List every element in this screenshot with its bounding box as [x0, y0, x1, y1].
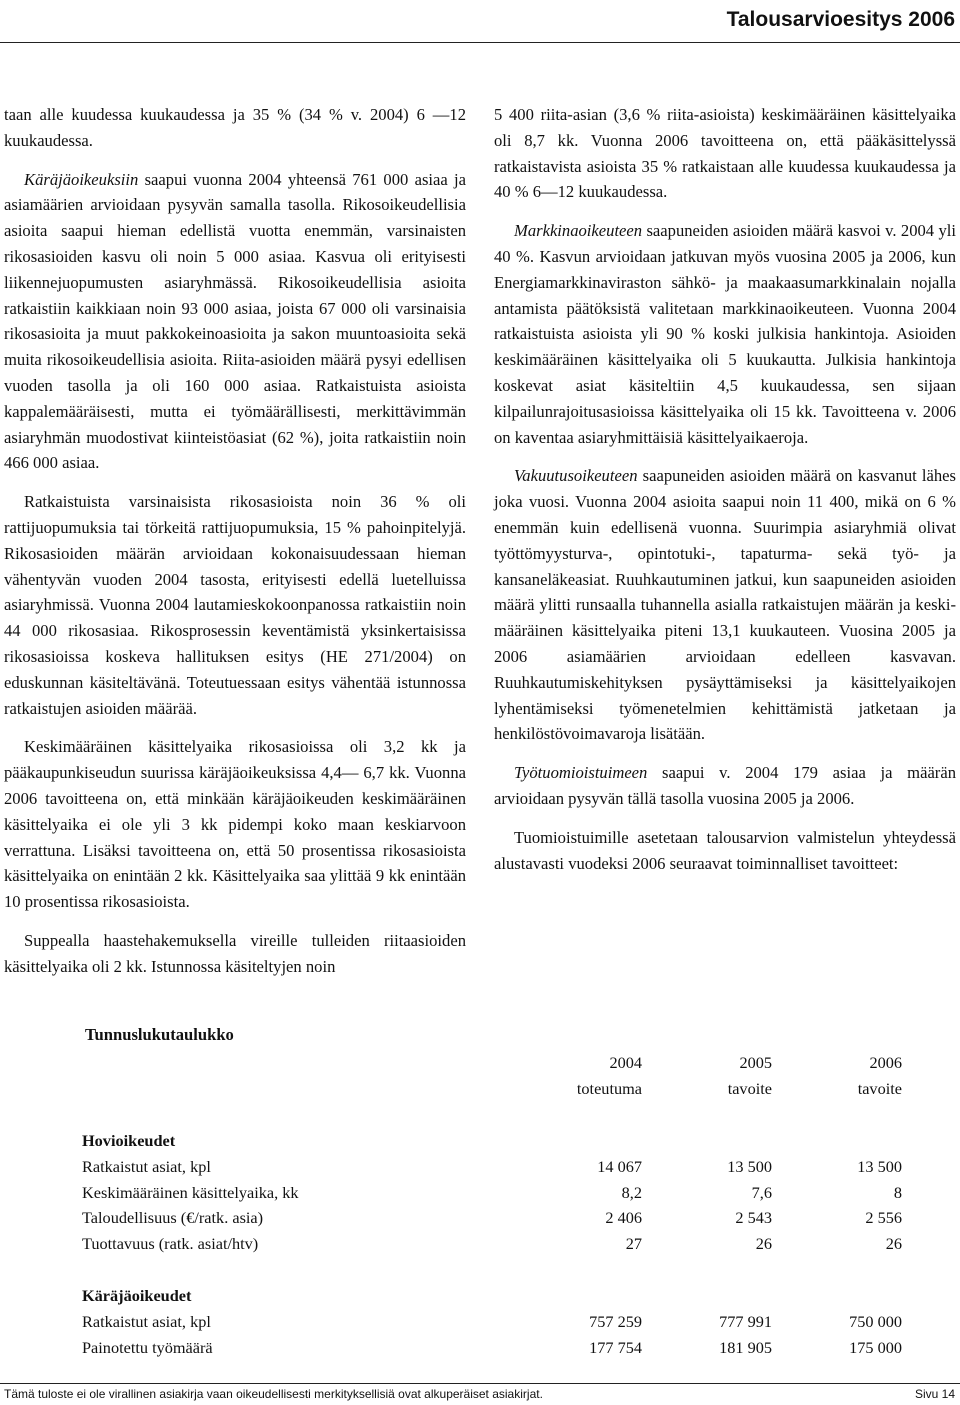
table-header-row [82, 1076, 902, 1102]
paragraph-text: Ratkaistuista varsinaisista rikosasioista noin 36 % oli rattijuopumuksia tai törkeitä rattijuopumuksia, 15 % pahoinpitelyjä. Rikosasioiden määrän arvioidaan kokonaisuudessaan hieman vähentyvän vuoden 2004 tasosta, erityisesti edellä luetelluissa asiaryhmissä. Vuonna 2004 lautamieskokoonpanossa ratkaistiin noin 44 000 rikosasiaa. Rikosprosessin keventämistä yksinkertaisissa rikosasioissa koskeva hallituksen esitys (HE 271/2004) on eduskunnan käsiteltävänä. Toteutuessaan esitys vähentää istunnossa ratkaistujen asioiden määrää. [4, 492, 466, 718]
table-title: Tunnuslukutaulukko [85, 1025, 234, 1044]
paragraph-emphasis: Markkinaoikeuteen [514, 221, 643, 241]
cell-value: 26 [755, 1234, 772, 1254]
paragraph-text: Keskimääräinen käsittelyaika rikosasioissa oli 3,2 kk ja pääkaupunkiseudun suurissa käräjäoikeuksissa 4,4— 6,7 kk. Vuonna 2006 tavoitteena on, että minkään käräjäoikeuden keskimääräinen käsittelyaika ei ole yli 3 kk pidempi koko maan keskiarvoon verrattuna. Lisäksi tavoitteena on, että 50 prosentissa rikosasioista käsittelyaika on enintään 2 kk. Käsittelyaika saa ylittää 9 kk enintään 10 prosentissa rikosasioista. [4, 737, 466, 912]
paragraph [494, 218, 956, 450]
footer-disclaimer: Tämä tuloste ei ole virallinen asiakirja vaan oikeudellisesti merkityksellisiä ovat alkuperäiset asiakirjat. [4, 1387, 543, 1401]
column-header-type: tavoite [727, 1078, 772, 1098]
cell-value: 757 259 [589, 1312, 642, 1332]
column-header-type: tavoite [857, 1078, 902, 1098]
right-column [494, 102, 956, 889]
cell-value: 175 000 [849, 1337, 902, 1357]
table-row [82, 1154, 902, 1180]
paragraph [4, 734, 466, 915]
header-rule [0, 42, 960, 43]
cell-value: 26 [885, 1234, 902, 1254]
cell-value: 777 991 [719, 1312, 772, 1332]
paragraph [4, 167, 466, 477]
table-row [82, 1231, 902, 1257]
row-label: Ratkaistut asiat, kpl [82, 1156, 211, 1176]
paragraph-text: taan alle kuudessa kuukaudessa ja 35 % (34 % v. 2004) 6 —12 kuukaudessa. [4, 105, 466, 150]
cell-value: 8,2 [621, 1182, 642, 1202]
section-title: Hovioikeudet [82, 1130, 176, 1150]
paragraph-text: saapuneiden asioiden määrä on kasvanut lähes joka vuosi. Vuonna 2004 asioita saapui noin 11 400, mikä on 6 % enemmän kuin edellisenä vuonna. Suurimpia asiaryhmiä olivat työttömyysturva-, opintotuki-, tapaturma- sekä työ- ja kansaneläkeasiat. Ruuhkautuminen jatkui, kun saapuneiden asioiden määrä ylitti runsaalla tuhannella asialla ratkaistujen määrän ja keskimääräinen käsittelyaika piteni 13,1 kuukauteen. Vuosina 2005 ja 2006 asiamäärien arvioidaan edelleen kasvavan. Ruuhkautumiskehityksen pysäyttämiseksi ja käsittelyaikojen lyhentämiseksi työmenetelmien kehittämistä jatketaan ja henkilöstövoimavaroja lisätään. [494, 466, 956, 744]
cell-value: 13 500 [857, 1156, 902, 1176]
section-header-row [82, 1128, 902, 1154]
paragraph-emphasis: Työtuomioistuimeen [514, 763, 648, 783]
paragraph [4, 489, 466, 721]
section-title: Käräjäoikeudet [82, 1286, 192, 1306]
paragraph [494, 102, 956, 205]
row-label: Taloudellisuus (€/ratk. asia) [82, 1208, 264, 1228]
column-header-type: toteutuma [576, 1078, 642, 1098]
paragraph [4, 928, 466, 980]
table-row [82, 1309, 902, 1335]
cell-value: 750 000 [849, 1312, 902, 1332]
cell-value: 14 067 [597, 1156, 642, 1176]
cell-value: 2 406 [605, 1208, 642, 1228]
column-header-year: 2004 [609, 1052, 642, 1072]
kpi-table [82, 1050, 902, 1361]
paragraph [494, 760, 956, 812]
cell-value: 8 [893, 1182, 902, 1202]
section-header-row [82, 1283, 902, 1309]
paragraph [494, 825, 956, 877]
paragraph-text: saapui v. 2004 179 asiaa ja määrän arvioidaan pysyvän tällä tasolla vuosina 2005 ja 2006. [494, 763, 956, 808]
paragraph-text: Tuomioistuimille asetetaan talousarvion valmistelun yhteydessä alustavasti vuodeksi 2006 seuraavat toiminnalliset tavoitteet: [494, 827, 956, 873]
row-label: Painotettu työmäärä [82, 1337, 213, 1357]
paragraph-emphasis: Käräjäoikeuksiin [24, 169, 139, 189]
row-label: Keskimääräinen käsittelyaika, kk [82, 1182, 299, 1202]
footer-rule [0, 1383, 960, 1384]
cell-value: 181 905 [719, 1337, 772, 1357]
paragraph-emphasis: Vakuutusoikeuteen [514, 466, 638, 486]
paragraph-text: Suppealla haastehakemuksella vireille tulleiden riitaasioiden käsittelyaika oli 2 kk. Istunnossa käsiteltyjen noin [4, 930, 466, 976]
cell-value: 7,6 [751, 1182, 772, 1202]
paragraph [4, 102, 466, 154]
left-column [4, 102, 466, 993]
paragraph-text: saapuneiden asioiden määrä kasvoi v. 2004 yli 40 %. Kasvun arvioidaan jatkuvan myös vuosina 2005 ja 2006, kun Energiamarkkinaviraston sähkö- ja maakaasumarkkinalain nojalla antamista päätöksistä valitetaan markkinaoikeuteen. Vuonna 2004 ratkaistuista asioista yli 90 % koski julkisia hankintoja. Asioiden keskimääräinen käsittelyaika oli 5 kuukautta. Julkisia hankintoja koskevat asiat käsiteltiin 4,5 kuukaudessa, sen sijaan kilpailunrajoitusasioissa käsittelyaika oli 15 kk. Tavoitteena v. 2006 on kaventaa asiaryhmittäisiä käsittelyaikaeroja. [494, 221, 956, 447]
table-row [82, 1180, 902, 1206]
cell-value: 2 556 [865, 1208, 902, 1228]
page-number: Sivu 14 [914, 1387, 955, 1401]
cell-value: 13 500 [727, 1156, 772, 1176]
paragraph-text: 5 400 riita-asian (3,6 % riita-asioista) keskimääräinen käsittelyaika oli 8,7 kk. Vuonna 2006 tavoitteena on, että pääkäsittelyssä ratkaistavista asioista 35 % ratkaistaan alle kuudessa kuukaudessa ja 40 % 6—12 kuukaudessa. [494, 105, 956, 202]
row-label: Ratkaistut asiat, kpl [82, 1312, 211, 1332]
column-header-year: 2006 [869, 1052, 902, 1072]
cell-value: 177 754 [589, 1337, 642, 1357]
table-header-row [82, 1050, 902, 1076]
table-row [82, 1205, 902, 1231]
cell-value: 2 543 [735, 1208, 772, 1228]
paragraph-text: saapui vuonna 2004 yhteensä 761 000 asiaa ja asiamäärien arvioidaan pysyvän samalla tasolla. Rikosoikeudellisia asioita saapui hieman edellistä vuotta enemmän, varsinaisten rikosasioiden kasvu oli noin 5 000 asiaa. Kasvua oli erityisesti liikennejuopumusten asiaryhmässä. Rikosoikeudellisia asioita ratkaistiin kaikkiaan noin 93 000 asiaa, joista 67 000 oli varsinaisia rikosasioita ja muut pakkokeinoasioita ja sakon muuntoasioita sekä muita rikosoikeudellisia asioita. Riita-asioiden määrä pysyi edellisen vuoden tasolla ja oli 160 000 asiaa. Ratkaistuista asioista kappalemääräisesti, mutta ei työmäärällisesti, merkittävimmän asiaryhmän muodostivat kiinteistöasiat (62 %), joita ratkaistiin noin 466 000 asiaa. [4, 169, 466, 473]
table-row [82, 1335, 902, 1361]
cell-value: 27 [625, 1234, 642, 1254]
column-header-year: 2005 [739, 1052, 772, 1072]
paragraph [494, 463, 956, 747]
row-label: Tuottavuus (ratk. asiat/htv) [82, 1234, 259, 1254]
page-header-title: Talousarvioesitys 2006 [726, 8, 955, 31]
